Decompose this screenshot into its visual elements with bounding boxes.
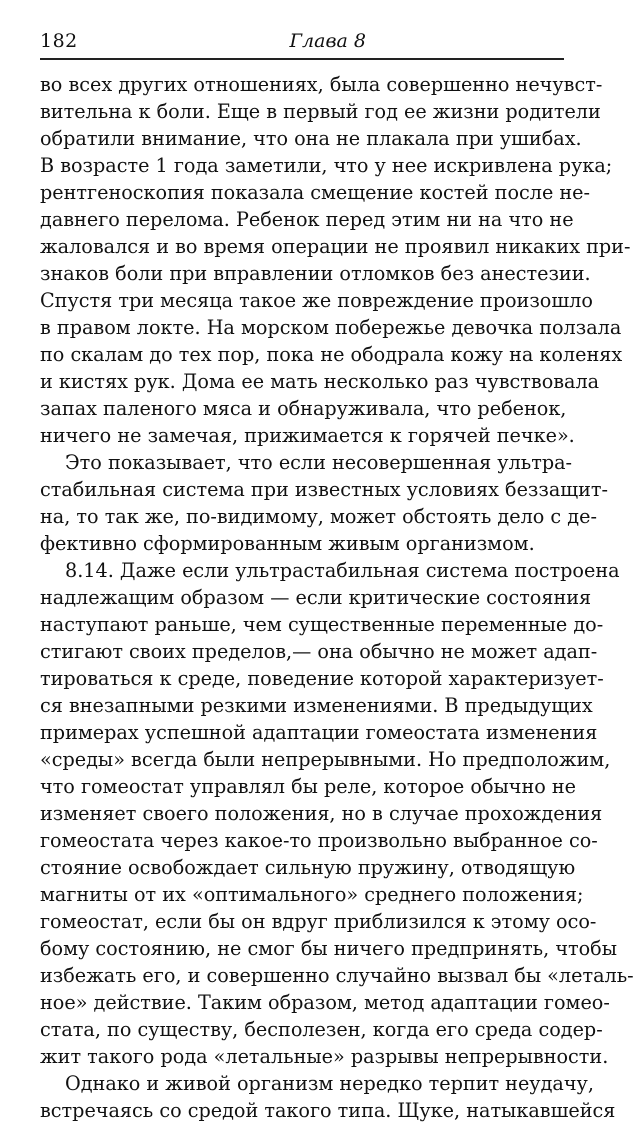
text-line: запах паленого мяса и обнаруживала, что ребенок, — [40, 396, 567, 420]
page-number: 182 — [40, 30, 78, 52]
text-line: Это показывает, что если несовершенная ультра- — [65, 450, 573, 474]
text-line: что гомеостат управлял бы реле, которое обычно не — [40, 774, 577, 798]
text-line: и кистях рук. Дома ее мать несколько раз чувствовала — [40, 369, 600, 393]
text-line: В возрасте 1 года заметили, что у нее искривлена рука; — [40, 153, 613, 177]
text-line: знаков боли при вправлении отломков без анестезии. — [40, 261, 591, 285]
text-line: вительна к боли. Еще в первый год ее жизни родители — [40, 99, 601, 123]
text-line: стигают своих пределов,— она обычно не может адап- — [40, 639, 598, 663]
text-line: давнего перелома. Ребенок перед этим ни на что не — [40, 207, 574, 231]
text-line: жаловался и во время операции не проявил никаких при- — [40, 234, 631, 258]
text-line: фективно сформированным живым организмом. — [40, 531, 535, 555]
text-line: по скалам до тех пор, пока не ободрала кожу на коленях — [40, 342, 623, 366]
text-line: стояние освобождает сильную пружину, отводящую — [40, 855, 576, 879]
text-line: на, то так же, по-видимому, может обстоять дело с де- — [40, 504, 597, 528]
text-line: наступают раньше, чем существенные переменные до- — [40, 612, 604, 636]
text-line: бому состоянию, не смог бы ничего предпринять, чтобы — [40, 936, 618, 960]
text-line: надлежащим образом — если критические состояния — [40, 585, 592, 609]
text-line: обратили внимание, что она не плакала при ушибах. — [40, 126, 582, 150]
header-rule — [40, 58, 564, 60]
text-line: примерах успешной адаптации гомеостата изменения — [40, 720, 598, 744]
text-line: жит такого рода «летальные» разрывы непрерывности. — [40, 1044, 609, 1068]
text-line: ное» действие. Таким образом, метод адаптации гомео- — [40, 990, 610, 1014]
text-line: Спустя три месяца такое же повреждение произошло — [40, 288, 593, 312]
text-line: Однако и живой организм нередко терпит неудачу, — [65, 1071, 594, 1095]
text-line: стата, по существу, бесполезен, когда его среда содер- — [40, 1017, 603, 1041]
chapter-title: Глава 8 — [289, 30, 366, 52]
text-line: изменяет своего положения, но в случае прохождения — [40, 801, 603, 825]
text-line: гомеостат, если бы он вдруг приблизился к этому осо- — [40, 909, 597, 933]
text-line: ся внезапными резкими изменениями. В предыдущих — [40, 693, 593, 717]
body-text — [40, 71, 634, 1124]
text-line: во всех других отношениях, была совершенно нечувст- — [40, 72, 603, 96]
text-line: магниты от их «оптимального» среднего положения; — [40, 882, 584, 906]
section-start-line: 8.14. Даже если ультрастабильная система построена — [65, 558, 620, 582]
text-line: рентгеноскопия показала смещение костей после не- — [40, 180, 591, 204]
text-line: стабильная система при известных условиях беззащит- — [40, 477, 609, 501]
text-line: тироваться к среде, поведение которой характеризует- — [40, 666, 604, 690]
text-line: гомеостата через какое-то произвольно выбранное со- — [40, 828, 598, 852]
text-line: в правом локте. На морском побережье девочка ползала — [40, 315, 622, 339]
text-line: встречаясь со средой такого типа. Щуке, натыкавшейся — [40, 1098, 616, 1122]
text-line: «среды» всегда были непрерывными. Но предположим, — [40, 747, 611, 771]
page-header — [40, 28, 564, 54]
text-line: ничего не замечая, прижимается к горячей печке». — [40, 423, 575, 447]
text-line: избежать его, и совершенно случайно вызвал бы «леталь- — [40, 963, 634, 987]
